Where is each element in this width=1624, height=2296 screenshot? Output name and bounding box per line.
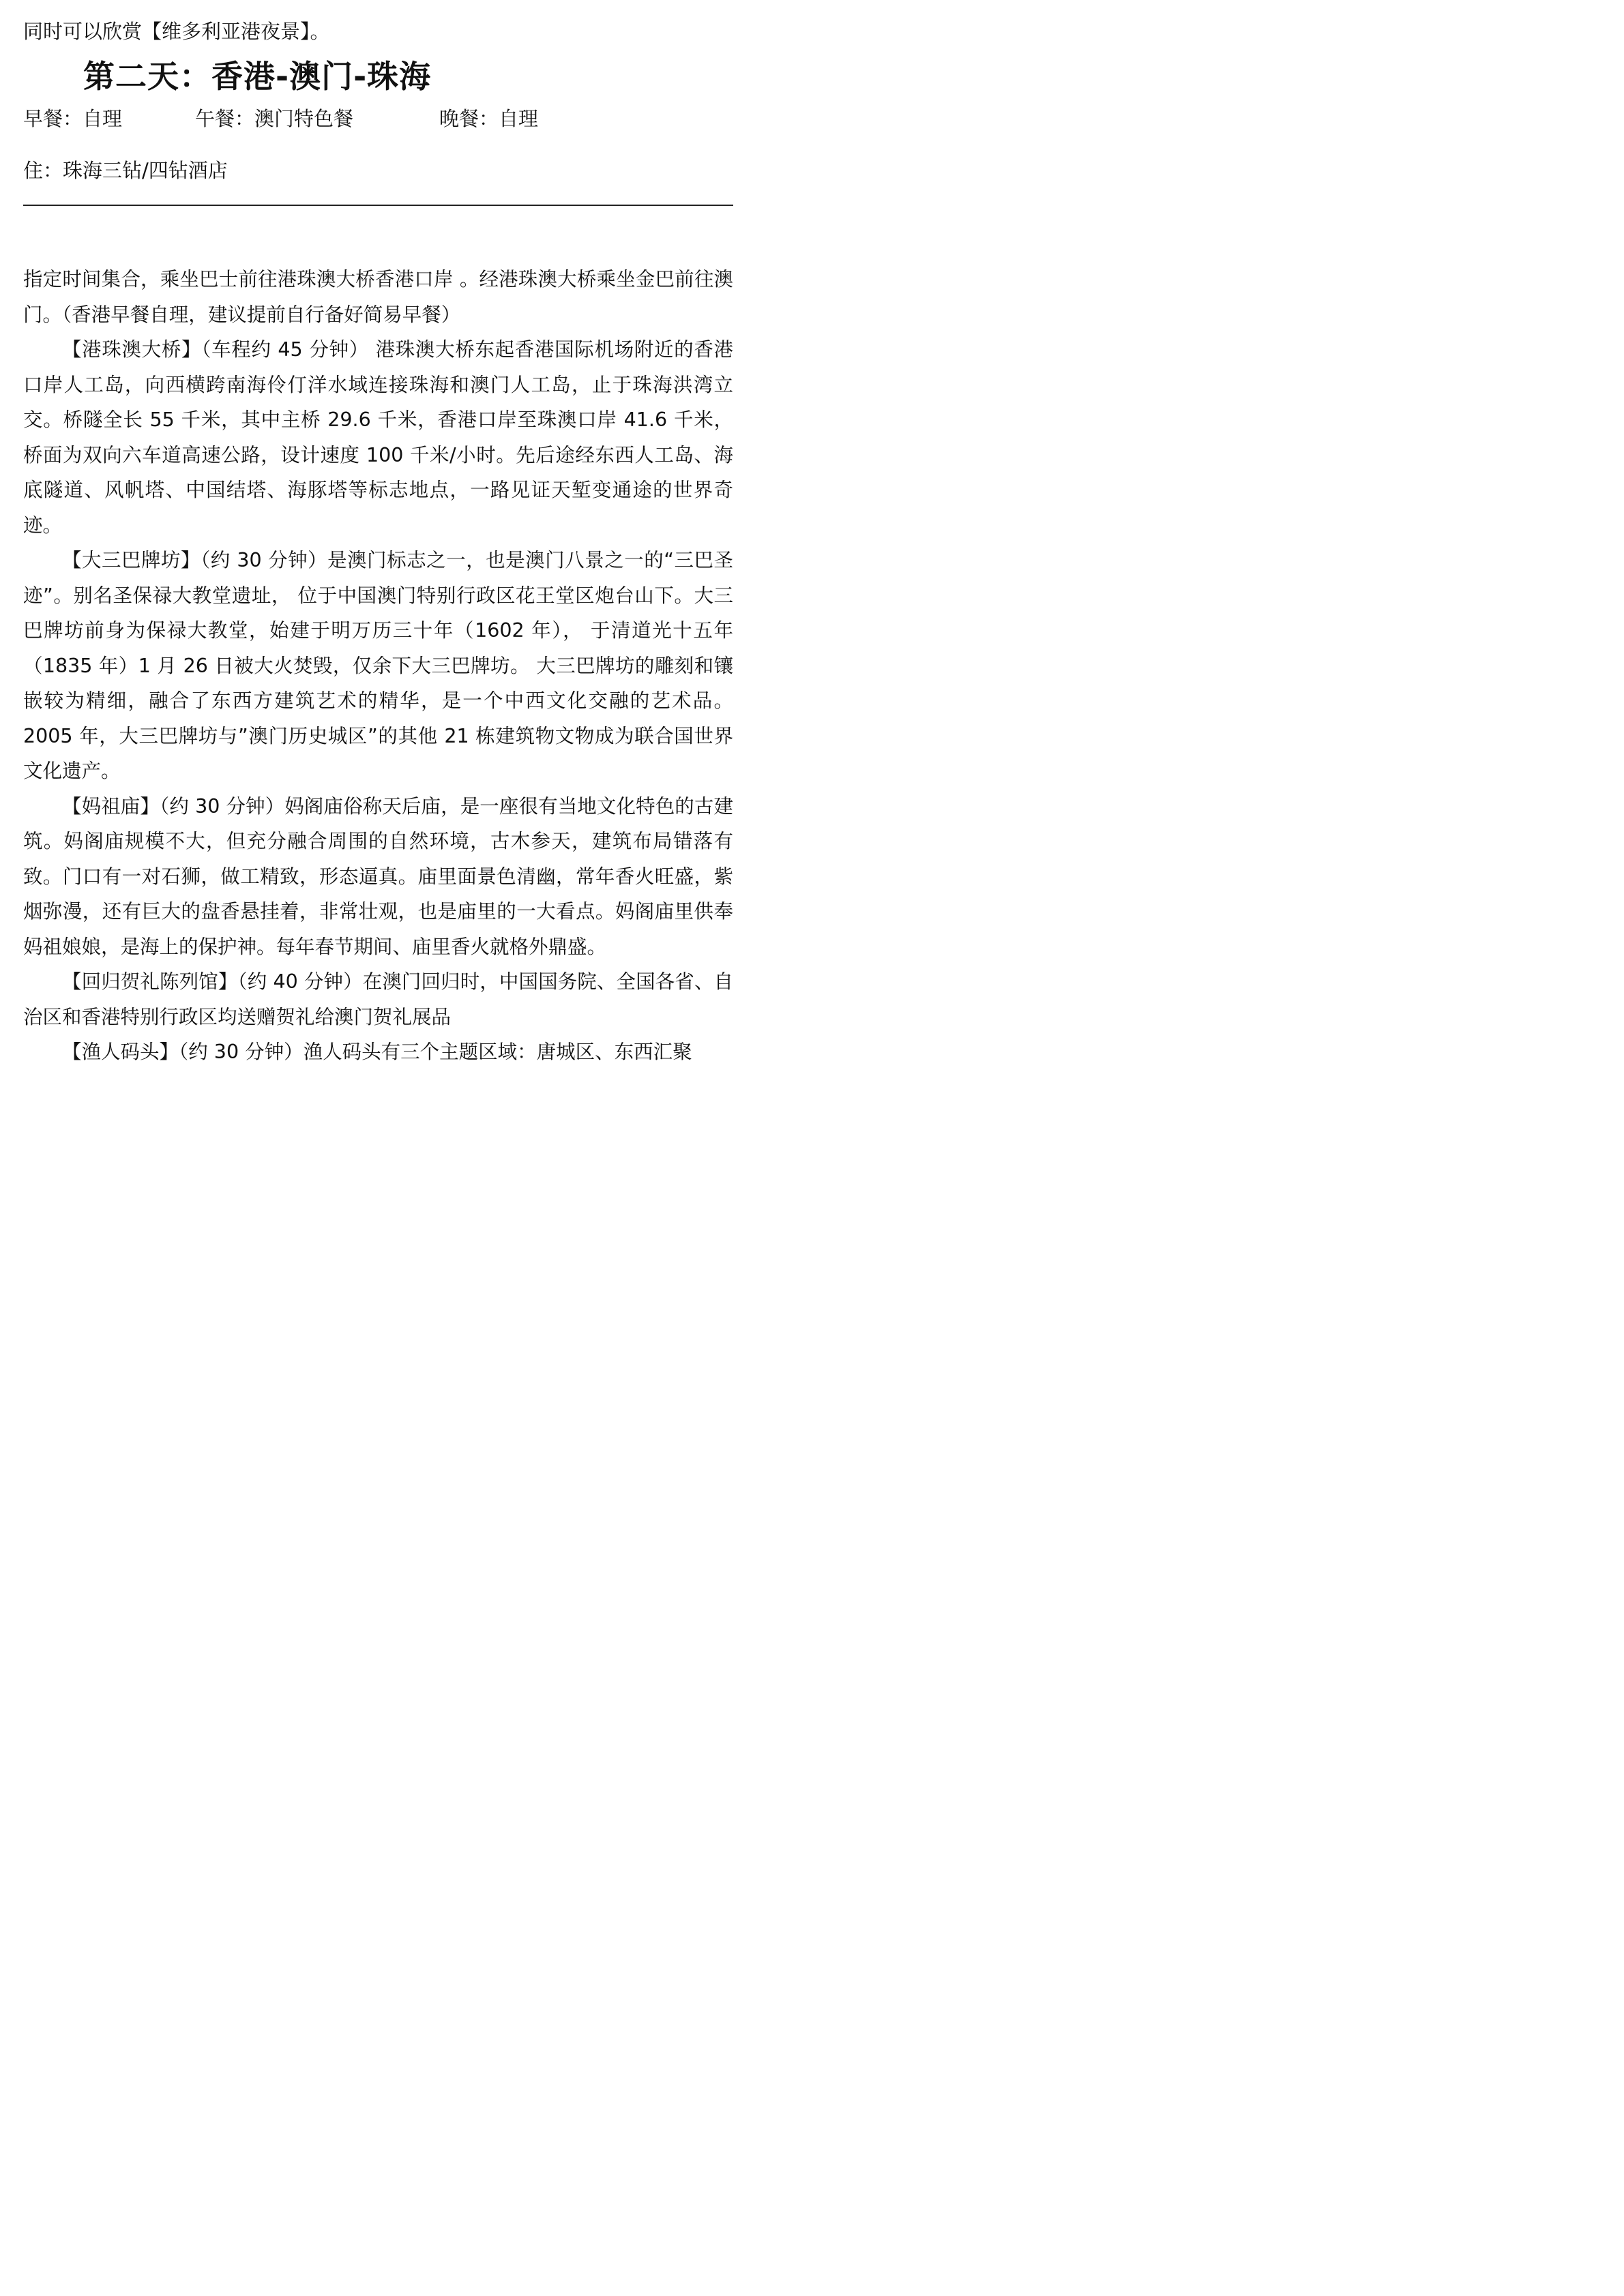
document-page bbox=[23, 0, 733, 1069]
intro-line: 同时可以欣赏【维多利亚港夜景】。 bbox=[23, 20, 330, 43]
itinerary-body bbox=[23, 262, 733, 1070]
day-title: 第二天：香港-澳门-珠海 bbox=[83, 58, 432, 95]
lunch-info: 午餐：澳门特色餐 bbox=[195, 107, 354, 130]
paragraph-departure: 指定时间集合，乘坐巴士前往港珠澳大桥香港口岸 。经港珠澳大桥乘坐金巴前往澳门。（香港早餐自理，建议提前自行备好简易早餐） bbox=[23, 268, 733, 326]
section-divider bbox=[23, 205, 733, 206]
breakfast-info: 早餐：自理 bbox=[23, 107, 123, 130]
hotel-info: 住：珠海三钻/四钻酒店 bbox=[23, 159, 228, 182]
paragraph-handover-gifts-museum: 【回归贺礼陈列馆】（约 40 分钟）在澳门回归时，中国国务院、全国各省、自治区和香港特别行政区均送赠贺礼给澳门贺礼展品 bbox=[23, 970, 733, 1028]
paragraph-hzm-bridge: 【港珠澳大桥】（车程约 45 分钟） 港珠澳大桥东起香港国际机场附近的香港口岸人工岛，向西横跨南海伶仃洋水域连接珠海和澳门人工岛，止于珠海洪湾立交。桥隧全长 55 千米，其中主桥 29.6 千米，香港口岸至珠澳口岸 41.6 千米，桥面为双向六车道高速公路，设计速度 100 千米/小时。先后途经东西人工岛、海底隧道、风帆塔、中国结塔、海豚塔等标志地点，一路见证天堑变通途的世界奇迹。 bbox=[23, 338, 733, 537]
paragraph-a-ma-temple: 【妈祖庙】（约 30 分钟）妈阁庙俗称天后庙，是一座很有当地文化特色的古建筑。妈阁庙规模不大，但充分融合周围的自然环境，古木参天，建筑布局错落有致。门口有一对石狮，做工精致，形态逼真。庙里面景色清幽，常年香火旺盛，紫烟弥漫，还有巨大的盘香悬挂着，非常壮观，也是庙里的一大看点。妈阁庙里供奉妈祖娘娘，是海上的保护神。每年春节期间、庙里香火就格外鼎盛。 bbox=[23, 794, 733, 958]
dinner-info: 晚餐：自理 bbox=[439, 107, 539, 130]
paragraph-ruins-st-paul: 【大三巴牌坊】（约 30 分钟）是澳门标志之一，也是澳门八景之一的“三巴圣迹”。别名圣保禄大教堂遗址， 位于中国澳门特别行政区花王堂区炮台山下。大三巴牌坊前身为保禄大教堂，始建于明万历三十年（1602 年）， 于清道光十五年（1835 年）1 月 26 日被大火焚毁，仅余下大三巴牌坊。 大三巴牌坊的雕刻和镶嵌较为精细，融合了东西方建筑艺术的精华，是一个中西文化交融的艺术品。2005 年，大三巴牌坊与”澳门历史城区”的其他 21 栋建筑物文物成为联合国世界文化遗产。 bbox=[23, 549, 733, 782]
paragraph-fishermans-wharf: 【渔人码头】（约 30 分钟）渔人码头有三个主题区域：唐城区、东西汇聚 bbox=[62, 1041, 692, 1063]
meals-row bbox=[23, 104, 733, 133]
